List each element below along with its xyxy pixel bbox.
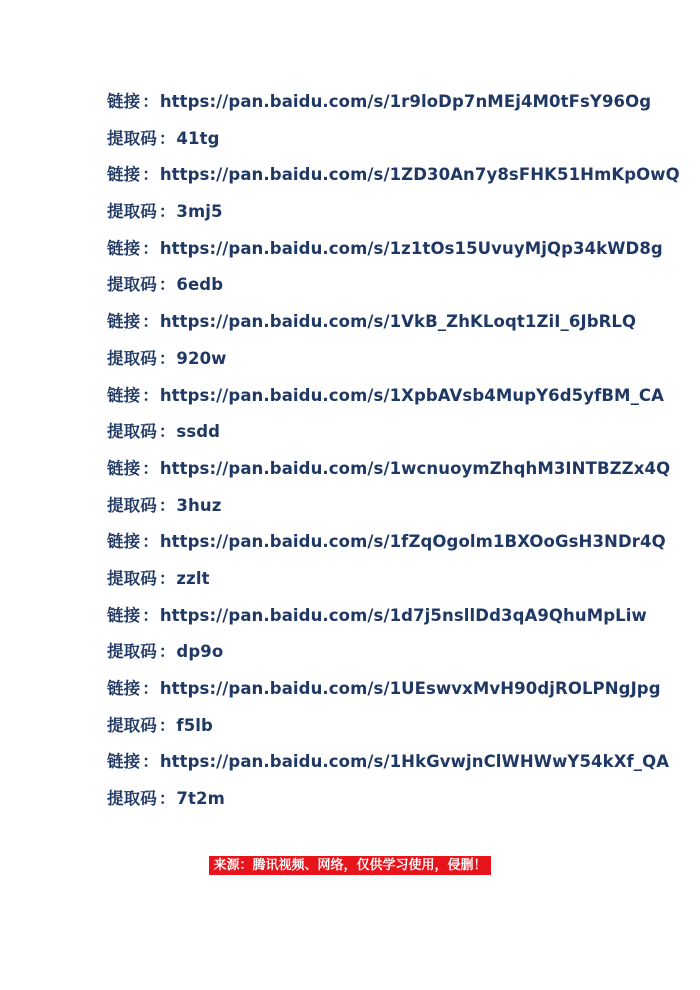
code-label: 提取码 — [107, 715, 157, 735]
code-line — [107, 418, 667, 455]
link-label: 链接 — [107, 312, 141, 332]
code-label: 提取码 — [107, 422, 157, 442]
extraction-code: 3mj5 — [176, 202, 223, 222]
code-line — [107, 565, 667, 602]
share-link[interactable]: https://pan.baidu.com/s/1d7j5nsllDd3qA9QhuMpLiw — [159, 605, 647, 625]
separator: ： — [158, 202, 176, 222]
share-link[interactable]: https://pan.baidu.com/s/1VkB_ZhKLoqt1ZiI_6JbRLQ — [159, 312, 637, 332]
separator: ： — [142, 752, 159, 772]
link-line — [107, 235, 667, 272]
extraction-code: dp9o — [176, 642, 224, 662]
share-link[interactable]: https://pan.baidu.com/s/1fZqOgolm1BXOoGsH3NDr4Q — [159, 532, 666, 552]
share-link[interactable]: https://pan.baidu.com/s/1UEswvxMvH90djROLPNgJpg — [159, 679, 661, 698]
separator: ： — [142, 238, 159, 258]
source-note: 来源：腾讯视频、网络，仅供学习使用，侵删！ — [209, 856, 490, 875]
link-line — [107, 675, 667, 712]
extraction-code: ssdd — [176, 422, 221, 442]
extraction-code: 41tg — [176, 128, 220, 148]
link-line — [107, 602, 667, 639]
separator: ： — [142, 605, 159, 625]
link-line — [107, 88, 667, 125]
separator: ： — [158, 348, 176, 368]
extraction-code: 6edb — [176, 275, 224, 295]
code-line — [107, 785, 667, 822]
link-line — [107, 161, 680, 198]
separator: ： — [142, 165, 159, 185]
share-link[interactable]: https://pan.baidu.com/s/1wcnuoymZhqhM3INTBZZx4Q — [159, 458, 671, 478]
separator: ： — [142, 532, 159, 552]
separator: ： — [158, 275, 176, 295]
share-link[interactable]: https://pan.baidu.com/s/1HkGvwjnClWHWwY54kXf_QA — [159, 752, 670, 772]
extraction-code: zzlt — [176, 568, 210, 588]
link-label: 链接 — [107, 165, 141, 185]
separator: ： — [142, 458, 159, 478]
code-line — [107, 712, 667, 749]
link-line — [107, 455, 671, 492]
separator: ： — [142, 385, 159, 405]
link-list — [107, 88, 680, 822]
extraction-code: 920w — [176, 348, 227, 368]
code-label: 提取码 — [107, 128, 157, 148]
code-label: 提取码 — [107, 568, 157, 588]
separator: ： — [158, 422, 176, 442]
share-link[interactable]: https://pan.baidu.com/s/1r9loDp7nMEj4M0tFsY96Og — [159, 92, 652, 111]
link-label: 链接 — [107, 605, 141, 625]
separator: ： — [158, 789, 176, 809]
separator: ： — [158, 642, 176, 662]
extraction-code: 3huz — [176, 495, 222, 515]
link-label: 链接 — [107, 532, 141, 552]
code-label: 提取码 — [107, 642, 157, 662]
code-label: 提取码 — [107, 275, 157, 295]
code-line — [107, 492, 667, 529]
separator: ： — [158, 495, 176, 515]
separator: ： — [158, 568, 176, 588]
share-link[interactable]: https://pan.baidu.com/s/1z1tOs15UvuyMjQp34kWD8g — [159, 238, 663, 258]
code-line — [107, 638, 667, 675]
extraction-code: 7t2m — [176, 789, 225, 809]
code-label: 提取码 — [107, 348, 157, 368]
separator: ： — [158, 715, 176, 735]
code-label: 提取码 — [107, 202, 157, 222]
link-label: 链接 — [107, 679, 141, 698]
code-line — [107, 271, 667, 308]
code-label: 提取码 — [107, 789, 157, 809]
code-line — [107, 125, 667, 162]
link-line — [107, 382, 667, 419]
link-label: 链接 — [107, 752, 141, 772]
code-label: 提取码 — [107, 495, 157, 515]
separator: ： — [142, 92, 159, 111]
separator: ： — [142, 312, 159, 332]
code-line — [107, 345, 667, 382]
link-line — [107, 308, 667, 345]
separator: ： — [158, 128, 176, 148]
link-line — [107, 748, 670, 785]
link-label: 链接 — [107, 458, 141, 478]
share-link[interactable]: https://pan.baidu.com/s/1XpbAVsb4MupY6d5yfBM_CA — [159, 385, 664, 405]
link-line — [107, 528, 667, 565]
code-line — [107, 198, 667, 235]
link-label: 链接 — [107, 385, 141, 405]
separator: ： — [142, 679, 159, 698]
source-note-wrapper — [0, 854, 700, 875]
share-link[interactable]: https://pan.baidu.com/s/1ZD30An7y8sFHK51HmKpOwQ — [159, 165, 680, 185]
link-label: 链接 — [107, 238, 141, 258]
extraction-code: f5lb — [176, 715, 213, 735]
link-label: 链接 — [107, 92, 141, 111]
